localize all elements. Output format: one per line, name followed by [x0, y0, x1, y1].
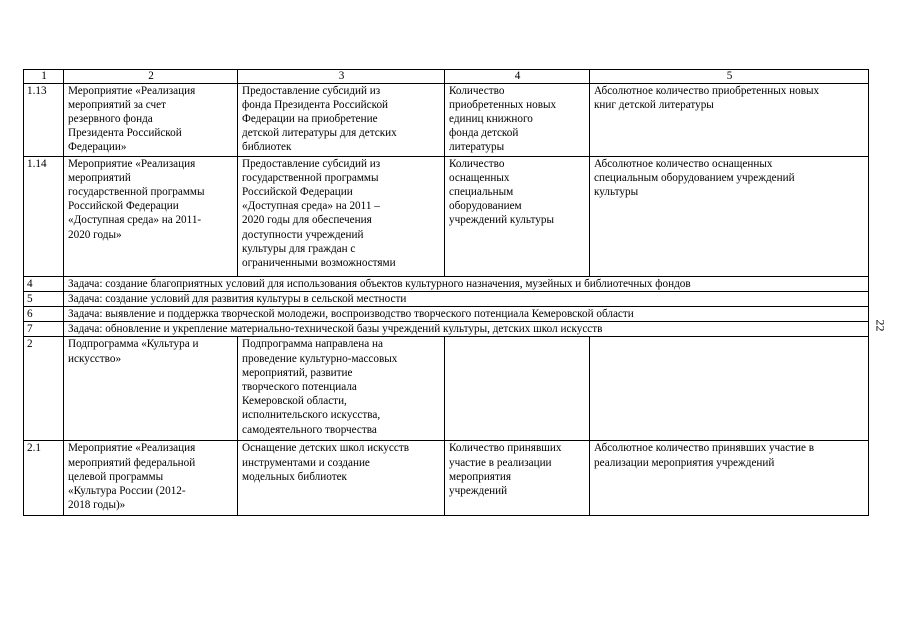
task-text: Задача: выявление и поддержка творческой молодежи, воспроизводство творческого потенциала Кемеровской области: [64, 306, 869, 321]
row-number: 2: [24, 337, 64, 441]
row-number: 5: [24, 291, 64, 306]
method-cell: Абсолютное количество приобретенных новых книг детской литературы: [590, 83, 869, 156]
task-text: Задача: обновление и укрепление материально-технической базы учреждений культуры, детских школ искусств: [64, 322, 869, 337]
table-row: [24, 156, 869, 276]
row-number: 1.13: [24, 83, 64, 156]
header-cell: 3: [238, 70, 445, 84]
table-header-row: [24, 70, 869, 84]
description-cell: Оснащение детских школ искусств инструментами и создание модельных библиотек: [238, 441, 445, 516]
row-number: 7: [24, 322, 64, 337]
header-cell: 5: [590, 70, 869, 84]
task-row: [24, 322, 869, 337]
event-cell: Мероприятие «Реализация мероприятий за счет резервного фонда Президента Российской Федерации»: [64, 83, 238, 156]
indicator-cell: Количество приобретенных новых единиц книжного фонда детской литературы: [445, 83, 590, 156]
document-table: [23, 69, 869, 516]
row-number: 2.1: [24, 441, 64, 516]
method-cell: [590, 337, 869, 441]
header-cell: 2: [64, 70, 238, 84]
subprogram-row: [24, 337, 869, 441]
table-row: [24, 441, 869, 516]
header-cell: 4: [445, 70, 590, 84]
task-row: [24, 306, 869, 321]
row-number: 1.14: [24, 156, 64, 276]
table-row: [24, 83, 869, 156]
task-row: [24, 276, 869, 291]
row-number: 4: [24, 276, 64, 291]
page-number: 22: [873, 319, 888, 332]
indicator-cell: Количество оснащенных специальным оборудованием учреждений культуры: [445, 156, 590, 276]
task-text: Задача: создание благоприятных условий для использования объектов культурного назначения, музейных и библиотечных фондов: [64, 276, 869, 291]
task-row: [24, 291, 869, 306]
method-cell: Абсолютное количество оснащенных специальным оборудованием учреждений культуры: [590, 156, 869, 276]
indicator-cell: [445, 337, 590, 441]
event-cell: Мероприятие «Реализация мероприятий государственной программы Российской Федерации «Доступная среда» на 2011- 2020 годы»: [64, 156, 238, 276]
task-text: Задача: создание условий для развития культуры в сельской местности: [64, 291, 869, 306]
description-cell: Предоставление субсидий из государственной программы Российской Федерации «Доступная среда» на 2011 – 2020 годы для обеспечения доступности учреждений культуры для граждан с ограниченными возможностями: [238, 156, 445, 276]
row-number: 6: [24, 306, 64, 321]
description-cell: Предоставление субсидий из фонда Президента Российской Федерации на приобретение детской литературы для детских библиотек: [238, 83, 445, 156]
event-cell: Подпрограмма «Культура и искусство»: [64, 337, 238, 441]
indicator-cell: Количество принявших участие в реализации мероприятия учреждений: [445, 441, 590, 516]
event-cell: Мероприятие «Реализация мероприятий федеральной целевой программы «Культура России (2012- 2018 годы)»: [64, 441, 238, 516]
description-cell: Подпрограмма направлена на проведение культурно-массовых мероприятий, развитие творческого потенциала Кемеровской области, исполнительского искусства, самодеятельного творчества: [238, 337, 445, 441]
header-cell: 1: [24, 70, 64, 84]
method-cell: Абсолютное количество принявших участие в реализации мероприятия учреждений: [590, 441, 869, 516]
